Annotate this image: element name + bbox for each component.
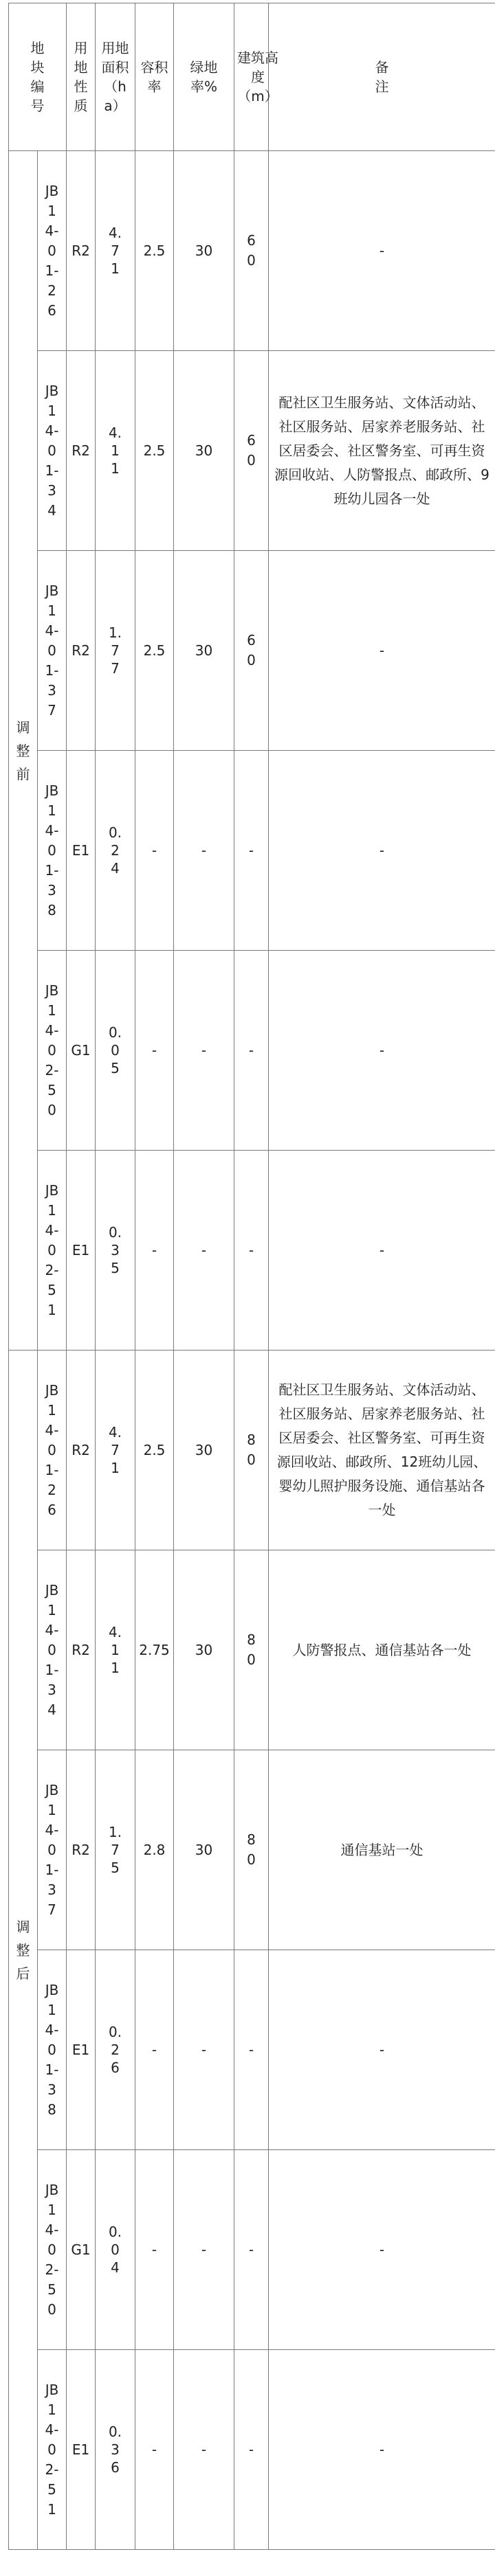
plot-id-cell-text: JB14-01-26 [45, 182, 59, 319]
height-cell [234, 1151, 269, 1351]
remark-cell [269, 951, 495, 1151]
land-use-cell-text: G1 [71, 1042, 91, 1059]
far-cell-text: 2.5 [143, 1442, 166, 1458]
remark-cell [269, 151, 495, 351]
land-use-cell [67, 2350, 96, 2550]
far-cell [135, 2150, 174, 2350]
land-use-cell-text: R2 [72, 242, 90, 259]
remark-cell-text: - [379, 1241, 385, 1258]
area-cell-text: 0.24 [108, 824, 122, 877]
green-rate-cell-text: 30 [195, 442, 213, 459]
group-label [9, 151, 38, 1351]
area-cell [96, 2350, 135, 2550]
land-use-cell [67, 551, 96, 751]
area-cell-text: 4.11 [108, 425, 122, 477]
far-cell-text: - [151, 2241, 157, 2258]
height-cell [234, 1550, 269, 1750]
table-row [9, 951, 495, 1151]
plot-id-cell-text: JB14-02-50 [45, 982, 59, 1118]
header-remark: 备注 [269, 3, 495, 151]
header-plot-no: 地块编号 [9, 3, 67, 151]
plot-id-cell-text: JB14-01-38 [45, 1981, 59, 2118]
plot-id-cell [38, 751, 67, 951]
remark-cell-text: - [379, 1041, 385, 1059]
far-cell-text: 2.8 [143, 1842, 166, 1858]
height-cell [234, 151, 269, 351]
height-cell-text: 80 [247, 1631, 256, 1668]
plot-id-cell-text: JB14-02-50 [45, 2181, 59, 2318]
remark-cell [269, 1151, 495, 1351]
table-row [9, 1151, 495, 1351]
green-rate-cell [174, 1550, 234, 1750]
height-cell-text: 80 [247, 1432, 256, 1468]
height-cell [234, 2150, 269, 2350]
remark-cell-text: - [379, 2241, 385, 2258]
area-cell-text: 0.04 [108, 2224, 122, 2276]
land-use-cell [67, 1750, 96, 1950]
area-cell-text: 0.26 [108, 2024, 122, 2076]
plot-id-cell [38, 1351, 67, 1550]
header-row [9, 3, 495, 151]
area-cell [96, 551, 135, 751]
far-cell [135, 1950, 174, 2150]
far-cell [135, 2350, 174, 2550]
far-cell [135, 151, 174, 351]
plot-id-cell [38, 551, 67, 751]
plot-id-cell [38, 151, 67, 351]
green-rate-cell-text: - [201, 2241, 207, 2258]
land-use-cell [67, 351, 96, 551]
remark-cell-text: - [379, 2041, 385, 2058]
land-use-cell [67, 751, 96, 951]
remark-cell [269, 2350, 495, 2550]
land-use-cell-text: E1 [72, 2441, 90, 2458]
group-label-text: 调整后 [16, 1918, 30, 1982]
green-rate-cell-text: 30 [195, 1842, 213, 1858]
plot-id-cell-text: JB14-01-37 [45, 582, 59, 719]
area-cell [96, 1550, 135, 1750]
remark-cell [269, 1351, 495, 1550]
green-rate-cell-text: - [201, 1242, 207, 1258]
height-cell [234, 1950, 269, 2150]
far-cell-text: - [151, 1042, 157, 1059]
green-rate-cell [174, 1351, 234, 1550]
height-cell [234, 2350, 269, 2550]
remark-cell-text: - [379, 242, 385, 259]
table-row [9, 2350, 495, 2550]
height-cell [234, 551, 269, 751]
green-rate-cell-text: - [201, 2042, 207, 2058]
far-cell [135, 1550, 174, 1750]
table-row [9, 1750, 495, 1950]
green-rate-cell-text: - [201, 842, 207, 859]
remark-cell-text: - [379, 642, 385, 659]
plot-id-cell [38, 1151, 67, 1351]
remark-cell-text: 配社区卫生服务站、文体活动站、社区服务站、居家养老服务站、社区居委会、社区警务室、可再生资源回收站、人防警报点、邮政所、9班幼儿园各一处 [274, 394, 490, 507]
land-use-cell [67, 2150, 96, 2350]
remark-cell-text: - [379, 841, 385, 859]
green-rate-cell [174, 351, 234, 551]
plot-id-cell [38, 2150, 67, 2350]
table-row [9, 2150, 495, 2350]
table-row [9, 351, 495, 551]
plot-id-cell-text: JB14-02-51 [45, 1182, 59, 1318]
height-cell-text: 80 [247, 1831, 256, 1868]
plot-id-cell-text: JB14-01-38 [45, 782, 59, 918]
remark-cell [269, 1950, 495, 2150]
header-land-use: 用地性质 [67, 3, 96, 151]
area-cell-text: 4.71 [108, 1424, 122, 1476]
green-rate-cell-text: 30 [195, 642, 213, 659]
green-rate-cell-text: 30 [195, 1642, 213, 1658]
plot-id-cell [38, 1950, 67, 2150]
height-cell [234, 751, 269, 951]
land-use-cell [67, 1351, 96, 1550]
remark-cell [269, 351, 495, 551]
land-use-cell [67, 1950, 96, 2150]
plot-id-cell-text: JB14-01-26 [45, 1381, 59, 1518]
land-use-cell-text: R2 [72, 1442, 90, 1458]
land-use-cell [67, 151, 96, 351]
area-cell [96, 351, 135, 551]
group-label [9, 1351, 38, 2550]
green-rate-cell [174, 2350, 234, 2550]
land-use-cell-text: R2 [72, 1842, 90, 1858]
green-rate-cell [174, 751, 234, 951]
height-cell-text: 60 [247, 232, 256, 269]
far-cell [135, 751, 174, 951]
remark-cell [269, 1750, 495, 1950]
height-cell [234, 951, 269, 1151]
land-use-cell-text: E1 [72, 1242, 90, 1258]
area-cell [96, 151, 135, 351]
plot-id-cell [38, 951, 67, 1151]
header-area: 用地面积（ha） [96, 3, 135, 151]
land-use-cell-text: R2 [72, 642, 90, 659]
land-use-cell [67, 1550, 96, 1750]
plot-id-cell-text: JB14-02-51 [45, 2381, 59, 2518]
table-row [9, 151, 495, 351]
height-cell-text: - [248, 2241, 254, 2258]
far-cell [135, 951, 174, 1151]
height-cell [234, 1351, 269, 1550]
height-cell-text: - [248, 841, 254, 859]
green-rate-cell [174, 1950, 234, 2150]
green-rate-cell-text: 30 [195, 242, 213, 259]
remark-cell-text: 配社区卫生服务站、文体活动站、社区服务站、居家养老服务站、社区居委会、社区警务室、可再生资源回收站、邮政所、12班幼儿园、婴幼儿照护服务设施、通信基站各一处 [276, 1381, 487, 1518]
area-cell [96, 2150, 135, 2350]
height-cell-text: 60 [247, 432, 256, 468]
far-cell [135, 1750, 174, 1950]
green-rate-cell [174, 1151, 234, 1351]
green-rate-cell-text: - [201, 1042, 207, 1059]
area-cell-text: 0.36 [108, 2424, 122, 2476]
group-label-text: 调整前 [16, 719, 30, 782]
plot-id-cell [38, 351, 67, 551]
remark-cell [269, 2150, 495, 2350]
area-cell [96, 1351, 135, 1550]
area-cell-text: 4.11 [108, 1624, 122, 1676]
header-height: 建筑高度（m） [234, 3, 269, 151]
area-cell [96, 1950, 135, 2150]
far-cell [135, 351, 174, 551]
plot-id-cell [38, 2350, 67, 2550]
table-row [9, 1950, 495, 2150]
green-rate-cell [174, 151, 234, 351]
remark-cell [269, 751, 495, 951]
plot-id-cell [38, 1550, 67, 1750]
remark-cell-text: 人防警报点、通信基站各一处 [292, 1641, 472, 1658]
table-row [9, 1351, 495, 1550]
remark-cell [269, 1550, 495, 1750]
area-cell-text: 1.75 [108, 1824, 122, 1876]
area-cell [96, 1750, 135, 1950]
far-cell-text: 2.5 [143, 242, 166, 259]
land-use-adjustment-table [8, 3, 495, 2550]
far-cell-text: 2.5 [143, 642, 166, 659]
far-cell-text: 2.5 [143, 442, 166, 459]
green-rate-cell [174, 1750, 234, 1950]
plot-id-cell [38, 1750, 67, 1950]
height-cell [234, 351, 269, 551]
area-cell-text: 0.05 [108, 1024, 122, 1076]
land-use-cell-text: E1 [72, 2042, 90, 2058]
far-cell-text: - [151, 2441, 157, 2458]
green-rate-cell [174, 2150, 234, 2350]
table-row [9, 1550, 495, 1750]
area-cell-text: 4.71 [108, 225, 122, 277]
green-rate-cell [174, 951, 234, 1151]
height-cell-text: 60 [247, 632, 256, 668]
far-cell [135, 551, 174, 751]
height-cell [234, 1750, 269, 1950]
table-row [9, 551, 495, 751]
far-cell [135, 1351, 174, 1550]
area-cell [96, 951, 135, 1151]
table-row [9, 751, 495, 951]
land-use-cell-text: R2 [72, 1642, 90, 1658]
land-use-cell [67, 1151, 96, 1351]
green-rate-cell-text: - [201, 2441, 207, 2458]
plot-id-cell-text: JB14-01-34 [45, 1581, 59, 1718]
height-cell-text: - [248, 2041, 254, 2058]
remark-cell [269, 551, 495, 751]
remark-cell-text: - [379, 2441, 385, 2458]
remark-cell-text: 通信基站一处 [340, 1841, 424, 1858]
far-cell [135, 1151, 174, 1351]
height-cell-text: - [248, 1241, 254, 1258]
area-cell-text: 0.35 [108, 1224, 122, 1276]
height-cell-text: - [248, 2441, 254, 2458]
area-cell [96, 1151, 135, 1351]
land-use-cell-text: E1 [72, 842, 90, 859]
far-cell-text: - [151, 842, 157, 859]
far-cell-text: - [151, 1242, 157, 1258]
plot-id-cell-text: JB14-01-34 [45, 382, 59, 519]
far-cell-text: - [151, 2042, 157, 2058]
area-cell [96, 751, 135, 951]
green-rate-cell-text: 30 [195, 1442, 213, 1458]
land-use-cell-text: G1 [71, 2241, 91, 2258]
header-far: 容积率 [135, 3, 174, 151]
far-cell-text: 2.75 [139, 1642, 170, 1658]
table-body [9, 151, 495, 2550]
area-cell-text: 1.77 [108, 624, 122, 677]
land-use-cell [67, 951, 96, 1151]
height-cell-text: - [248, 1041, 254, 1059]
land-use-cell-text: R2 [72, 442, 90, 459]
header-green: 绿地率% [174, 3, 234, 151]
green-rate-cell [174, 551, 234, 751]
plot-id-cell-text: JB14-01-37 [45, 1781, 59, 1918]
